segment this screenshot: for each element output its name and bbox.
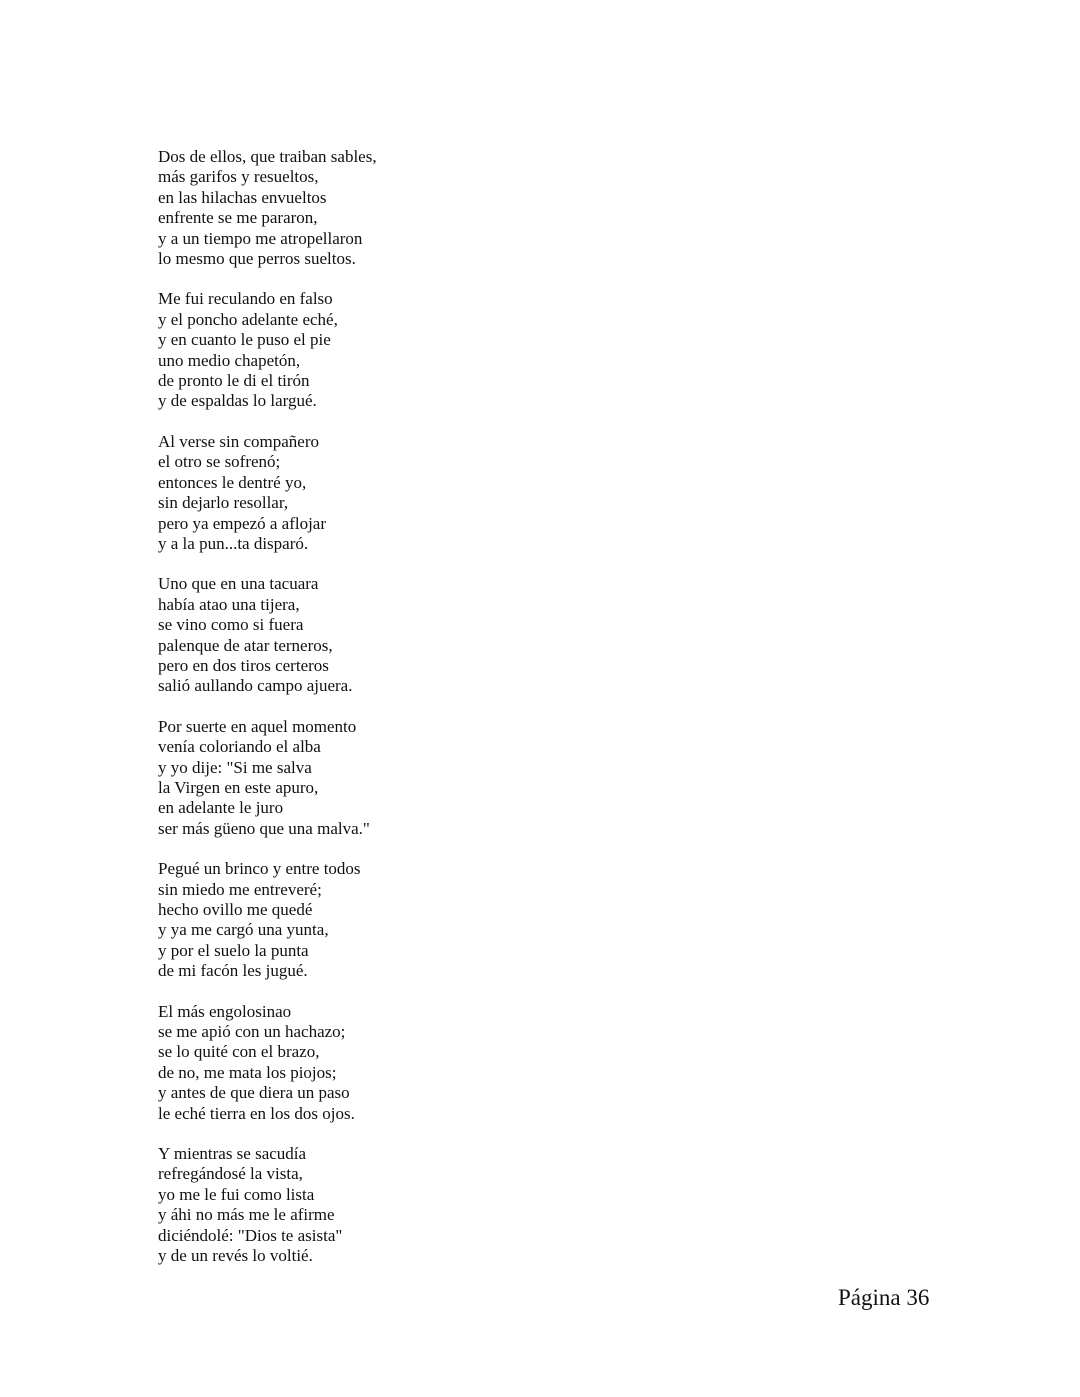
- verse-line: se lo quité con el brazo,: [158, 1042, 320, 1062]
- verse-line: más garifos y resueltos,: [158, 167, 319, 187]
- verse-line: y el poncho adelante eché,: [158, 309, 338, 329]
- verse-line: la Virgen en este apuro,: [158, 777, 319, 797]
- stanza: [158, 289, 758, 411]
- verse-line: y a un tiempo me atropellaron: [158, 228, 363, 248]
- verse-line: El más engolosinao: [158, 1001, 292, 1021]
- verse-line: de no, me mata los piojos;: [158, 1062, 337, 1082]
- verse-line: se me apió con un hachazo;: [158, 1022, 346, 1042]
- verse-line: palenque de atar terneros,: [158, 635, 333, 655]
- verse-line: en las hilachas envueltos: [158, 187, 327, 207]
- verse-line: y ya me cargó una yunta,: [158, 920, 329, 940]
- verse-line: Uno que en una tacuara: [158, 574, 319, 594]
- verse-line: se vino como si fuera: [158, 615, 304, 635]
- verse-line: Me fui reculando en falso: [158, 289, 333, 309]
- verse-line: sin dejarlo resollar,: [158, 493, 289, 513]
- verse-line: salió aullando campo ajuera.: [158, 676, 353, 696]
- verse-line: entonces le dentré yo,: [158, 472, 307, 492]
- verse-line: y a la pun...ta disparó.: [158, 533, 309, 553]
- verse-line: diciéndolé: "Dios te asista": [158, 1225, 343, 1245]
- verse-line: enfrente se me pararon,: [158, 208, 318, 228]
- verse-line: y yo dije: "Si me salva: [158, 757, 312, 777]
- verse-line: y áhi no más me le afirme: [158, 1205, 335, 1225]
- verse-line: refregándosé la vista,: [158, 1164, 303, 1184]
- verse-line: pero en dos tiros certeros: [158, 655, 329, 675]
- verse-line: y antes de que diera un paso: [158, 1083, 350, 1103]
- verse-line: en adelante le juro: [158, 798, 284, 818]
- verse-line: lo mesmo que perros sueltos.: [158, 249, 356, 269]
- verse-line: venía coloriando el alba: [158, 737, 321, 757]
- verse-line: y en cuanto le puso el pie: [158, 330, 331, 350]
- verse-line: yo me le fui como lista: [158, 1184, 315, 1204]
- verse-line: de mi facón les jugué.: [158, 961, 308, 981]
- stanza: [158, 1144, 758, 1266]
- stanza: [158, 147, 758, 269]
- page-number: Página 36: [838, 1285, 930, 1310]
- verse-line: el otro se sofrenó;: [158, 452, 281, 472]
- verse-line: uno medio chapetón,: [158, 350, 301, 370]
- verse-line: y de un revés lo voltié.: [158, 1246, 313, 1266]
- verse-line: Dos de ellos, que traiban sables,: [158, 147, 377, 166]
- verse-line: de pronto le di el tirón: [158, 371, 310, 391]
- verse-line: Al verse sin compañero: [158, 431, 319, 451]
- verse-line: le eché tierra en los dos ojos.: [158, 1103, 355, 1123]
- verse-line: Y mientras se sacudía: [158, 1144, 307, 1164]
- stanza: [158, 574, 758, 696]
- verse-line: hecho ovillo me quedé: [158, 900, 313, 919]
- verse-line: ser más güeno que una malva.": [158, 818, 370, 838]
- verse-line: y de espaldas lo largué.: [158, 391, 317, 411]
- stanza: [158, 432, 758, 554]
- stanza: [158, 859, 758, 981]
- verse-line: y por el suelo la punta: [158, 940, 309, 960]
- stanza: [158, 717, 758, 839]
- verse-line: sin miedo me entreveré;: [158, 879, 322, 899]
- verse-line: Por suerte en aquel momento: [158, 716, 357, 736]
- verse-line: Pegué un brinco y entre todos: [158, 859, 361, 879]
- verse-line: había atao una tijera,: [158, 594, 300, 614]
- verse-line: pero ya empezó a aflojar: [158, 513, 327, 533]
- stanza: [158, 1002, 758, 1124]
- poem-body: [158, 147, 758, 1287]
